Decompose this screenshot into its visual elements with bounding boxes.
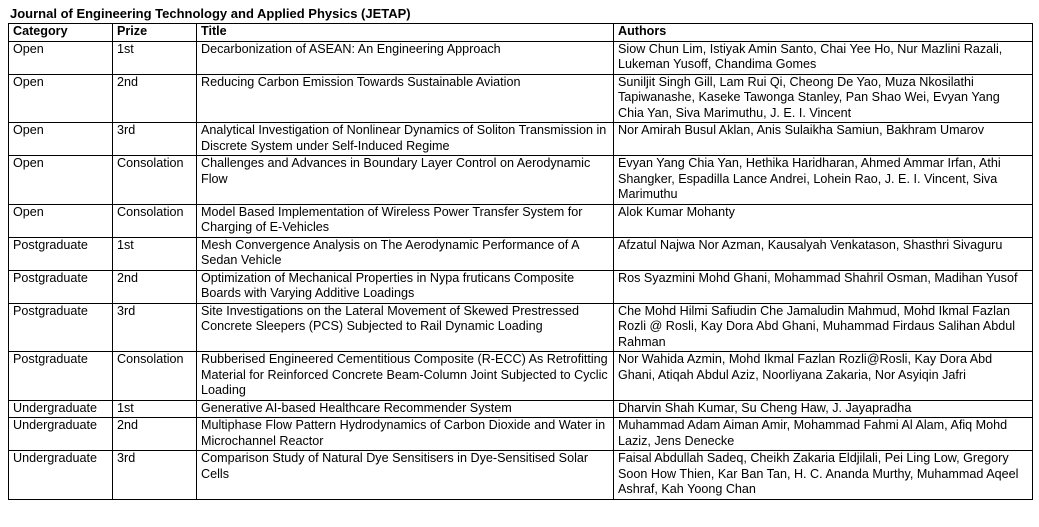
cell-authors: Nor Wahida Azmin, Mohd Ikmal Fazlan Rozli@Rosli, Kay Dora Abd Ghani, Atiqah Abdul Aziz, Noorliyana Zakaria, Nor Asyiqin Jafri [614, 352, 1033, 401]
cell-category: Open [9, 123, 113, 156]
header-title: Title [197, 24, 614, 42]
cell-prize: Consolation [113, 352, 197, 401]
header-row [9, 24, 1033, 42]
cell-prize: 3rd [113, 123, 197, 156]
cell-title: Optimization of Mechanical Properties in Nypa fruticans Composite Boards with Varying Additive Loadings [197, 270, 614, 303]
cell-prize: 1st [113, 237, 197, 270]
cell-authors: Alok Kumar Mohanty [614, 204, 1033, 237]
header-prize: Prize [113, 24, 197, 42]
cell-authors: Evyan Yang Chia Yan, Hethika Haridharan, Ahmed Ammar Irfan, Athi Shangker, Espadilla Lance Andrei, Lohein Rao, J. E. I. Vincent, Siva Marimuthu [614, 156, 1033, 205]
table-row [9, 303, 1033, 352]
cell-title: Analytical Investigation of Nonlinear Dynamics of Soliton Transmission in Discrete System under Self-Induced Regime [197, 123, 614, 156]
cell-authors: Dharvin Shah Kumar, Su Cheng Haw, J. Jayapradha [614, 400, 1033, 418]
table-row [9, 352, 1033, 401]
cell-category: Open [9, 74, 113, 123]
table-row [9, 156, 1033, 205]
cell-authors: Afzatul Najwa Nor Azman, Kausalyah Venkatason, Shasthri Sivaguru [614, 237, 1033, 270]
cell-category: Postgraduate [9, 303, 113, 352]
cell-prize: 2nd [113, 74, 197, 123]
awards-table [8, 23, 1033, 500]
table-row [9, 270, 1033, 303]
cell-title: Rubberised Engineered Cementitious Composite (R-ECC) As Retrofitting Material for Reinforced Concrete Beam-Column Joint Subjected to Cyclic Loading [197, 352, 614, 401]
table-header [9, 24, 1033, 42]
cell-category: Open [9, 204, 113, 237]
cell-authors: Ros Syazmini Mohd Ghani, Mohammad Shahril Osman, Madihan Yusof [614, 270, 1033, 303]
cell-title: Multiphase Flow Pattern Hydrodynamics of Carbon Dioxide and Water in Microchannel Reactor [197, 418, 614, 451]
cell-prize: 2nd [113, 418, 197, 451]
table-row [9, 451, 1033, 500]
cell-category: Postgraduate [9, 270, 113, 303]
cell-prize: 1st [113, 400, 197, 418]
header-authors: Authors [614, 24, 1033, 42]
cell-title: Comparison Study of Natural Dye Sensitisers in Dye-Sensitised Solar Cells [197, 451, 614, 500]
table-row [9, 418, 1033, 451]
cell-authors: Suniljit Singh Gill, Lam Rui Qi, Cheong De Yao, Muza Nkosilathi Tapiwanashe, Kaseke Tawonga Stanley, Pan Shao Wei, Evyan Yang Chia Yan, Siva Marimuthu, J. E. I. Vincent [614, 74, 1033, 123]
cell-category: Undergraduate [9, 400, 113, 418]
cell-title: Decarbonization of ASEAN: An Engineering Approach [197, 41, 614, 74]
cell-category: Open [9, 41, 113, 74]
cell-authors: Faisal Abdullah Sadeq, Cheikh Zakaria Eldjilali, Pei Ling Low, Gregory Soon How Thien, Kar Ban Tan, H. C. Ananda Murthy, Muhammad Aqeel Ashraf, Kah Yoong Chan [614, 451, 1033, 500]
cell-title: Generative AI-based Healthcare Recommender System [197, 400, 614, 418]
table-row [9, 400, 1033, 418]
table-row [9, 123, 1033, 156]
cell-title: Model Based Implementation of Wireless Power Transfer System for Charging of E-Vehicles [197, 204, 614, 237]
cell-category: Open [9, 156, 113, 205]
cell-prize: Consolation [113, 204, 197, 237]
cell-category: Postgraduate [9, 352, 113, 401]
table-row [9, 41, 1033, 74]
cell-prize: 3rd [113, 451, 197, 500]
table-row [9, 237, 1033, 270]
cell-title: Reducing Carbon Emission Towards Sustainable Aviation [197, 74, 614, 123]
cell-title: Mesh Convergence Analysis on The Aerodynamic Performance of A Sedan Vehicle [197, 237, 614, 270]
document-title: Journal of Engineering Technology and Applied Physics (JETAP) [10, 6, 411, 21]
cell-category: Postgraduate [9, 237, 113, 270]
cell-authors: Nor Amirah Busul Aklan, Anis Sulaikha Samiun, Bakhram Umarov [614, 123, 1033, 156]
table-body [9, 41, 1033, 499]
cell-prize: 3rd [113, 303, 197, 352]
cell-title: Challenges and Advances in Boundary Layer Control on Aerodynamic Flow [197, 156, 614, 205]
cell-title: Site Investigations on the Lateral Movement of Skewed Prestressed Concrete Sleepers (PCS) Subjected to Rail Dynamic Loading [197, 303, 614, 352]
cell-category: Undergraduate [9, 418, 113, 451]
cell-prize: Consolation [113, 156, 197, 205]
cell-prize: 1st [113, 41, 197, 74]
cell-authors: Siow Chun Lim, Istiyak Amin Santo, Chai Yee Ho, Nur Mazlini Razali, Lukeman Yusoff, Chandima Gomes [614, 41, 1033, 74]
cell-category: Undergraduate [9, 451, 113, 500]
cell-authors: Che Mohd Hilmi Safiudin Che Jamaludin Mahmud, Mohd Ikmal Fazlan Rozli @ Rosli, Kay Dora Abd Ghani, Muhammad Firdaus Salihan Abdul Rahman [614, 303, 1033, 352]
cell-authors: Muhammad Adam Aiman Amir, Mohammad Fahmi Al Alam, Afiq Mohd Laziz, Jens Denecke [614, 418, 1033, 451]
table-row [9, 74, 1033, 123]
header-category: Category [9, 24, 113, 42]
table-row [9, 204, 1033, 237]
cell-prize: 2nd [113, 270, 197, 303]
